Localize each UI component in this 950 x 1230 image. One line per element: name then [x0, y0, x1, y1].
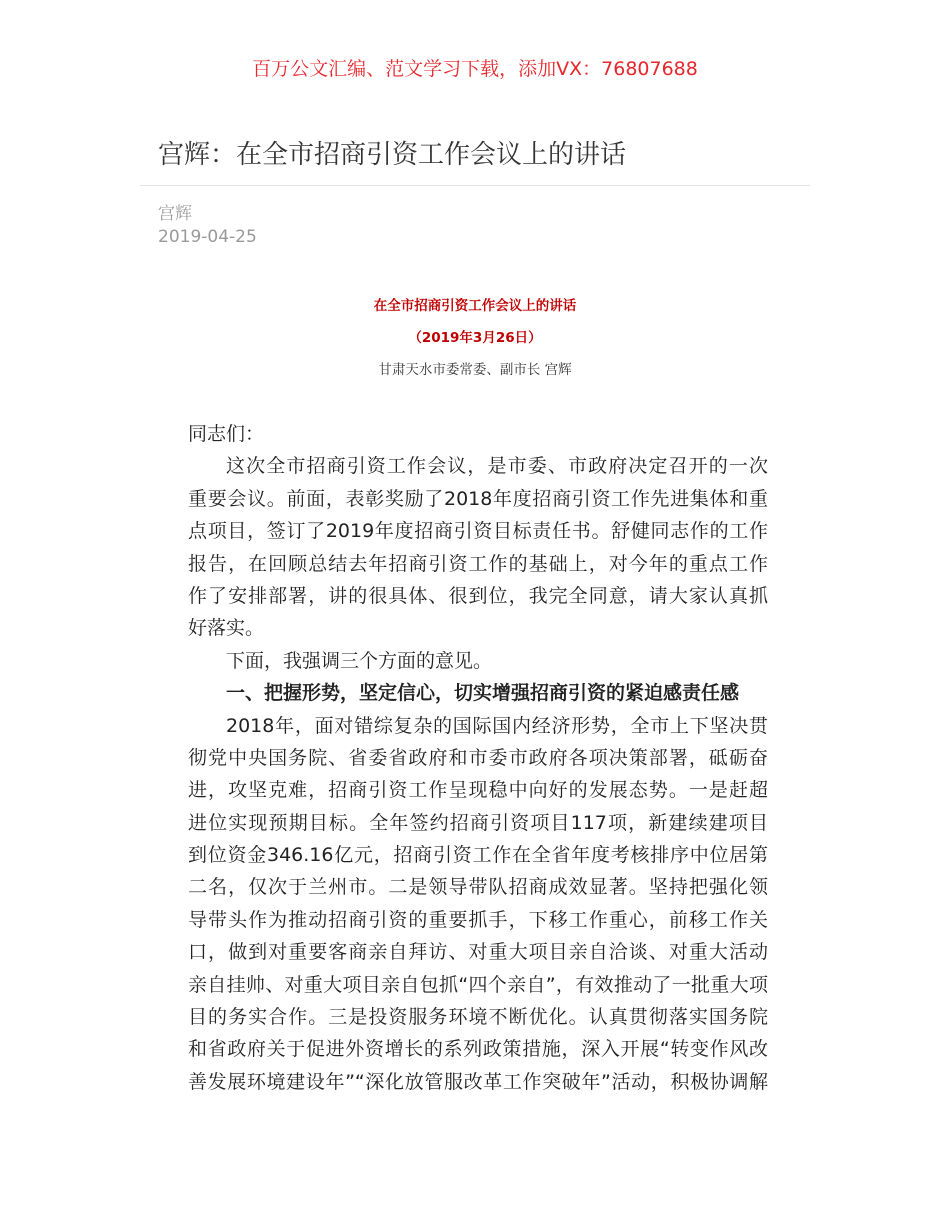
- body-text-line: 二名，仅次于兰州市。二是领导带队招商成效显著。坚持把强化领: [188, 876, 768, 899]
- document-date: （2019年3月26日）: [408, 330, 542, 346]
- body-text-line: 善发展环境建设年”“深化放管服改革工作突破年”活动，积极协调解: [188, 1070, 768, 1093]
- document-title: 在全市招商引资工作会议上的讲话: [373, 298, 577, 314]
- body-text-line: 下面，我强调三个方面的意见。: [226, 649, 493, 672]
- section-heading: 一、把握形势，坚定信心，切实增强招商引资的紧迫感责任感: [226, 682, 740, 705]
- body-text-line: 彻党中央国务院、省委省政府和市委市政府各项决策部署，砥砺奋: [188, 746, 768, 769]
- download-banner: 百万公文汇编、范文学习下载，添加VX：76807688: [252, 58, 698, 80]
- body-text-line: 重要会议。前面，表彰奖励了2018年度招商引资工作先进集体和重: [188, 487, 768, 510]
- body-text-line: 这次全市招商引资工作会议，是市委、市政府决定召开的一次: [226, 455, 768, 478]
- body-text-line: 目的务实合作。三是投资服务环境不断优化。认真贯彻落实国务院: [188, 1006, 768, 1029]
- body-text-line: 和省政府关于促进外资增长的系列政策措施，深入开展“转变作风改: [188, 1038, 768, 1061]
- body-text-line: 口，做到对重要客商亲自拜访、对重大项目亲自洽谈、对重大活动: [188, 941, 768, 964]
- body-text-line: 作了安排部署，讲的很具体、很到位，我完全同意，请大家认真抓: [188, 584, 768, 607]
- article-date: 2019-04-25: [158, 227, 257, 247]
- body-text-line: 进，攻坚克难，招商引资工作呈现稳中向好的发展态势。一是赶超: [188, 779, 768, 802]
- body-text-line: 2018年，面对错综复杂的国际国内经济形势，全市上下坚决贯: [226, 714, 768, 737]
- body-text-line: 报告，在回顾总结去年招商引资工作的基础上，对今年的重点工作: [188, 552, 768, 575]
- body-text-line: 好落实。: [188, 617, 265, 640]
- document-signature: 甘肃天水市委常委、副市长 宫辉: [378, 362, 572, 378]
- document-body: [188, 418, 768, 1098]
- body-text-line: 亲自挂帅、对重大项目亲自包抓“四个亲自”，有效推动了一批重大项: [188, 973, 768, 996]
- body-text-line: 到位资金346.16亿元，招商引资工作在全省年度考核排序中位居第: [188, 844, 768, 867]
- title-divider: [140, 185, 810, 186]
- article-author: 宫辉: [158, 204, 192, 224]
- article-title: 宫辉：在全市招商引资工作会议上的讲话: [158, 140, 627, 170]
- body-text-line: 进位实现预期目标。全年签约招商引资项目117项，新建续建项目: [188, 811, 768, 834]
- body-text-line: 点项目，签订了2019年度招商引资目标责任书。舒健同志作的工作: [188, 520, 768, 543]
- body-text-line: 同志们：: [188, 423, 265, 445]
- body-text-line: 导带头作为推动招商引资的重要抓手，下移工作重心，前移工作关: [188, 908, 768, 931]
